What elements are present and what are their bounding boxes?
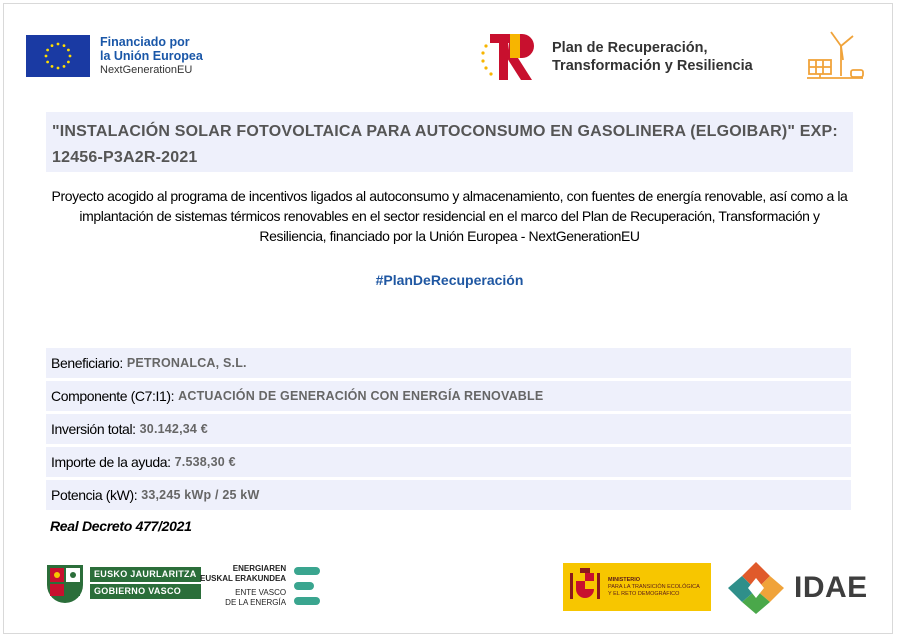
field-row-component <box>46 381 851 411</box>
gv-shield-icon <box>44 562 86 604</box>
gobierno-vasco-logo <box>44 562 201 604</box>
prtr-text-block <box>552 39 753 75</box>
prtr-logo-icon <box>480 32 538 82</box>
field-row-aid <box>46 447 851 477</box>
field-row-investment <box>46 414 851 444</box>
field-value: 7.538,30 € <box>174 455 236 469</box>
project-title: "INSTALACIÓN SOLAR FOTOVOLTAICA PARA AUTOCONSUMO EN GASOLINERA (ELGOIBAR)" EXP: 12456-P3A2R-2021 <box>52 123 838 166</box>
field-value: PETRONALCA, S.L. <box>126 356 247 370</box>
idae-wordmark: IDAE <box>794 571 868 604</box>
eve-line-1: ENERGIAREN <box>232 564 287 573</box>
project-description: Proyecto acogido al programa de incentivos ligados al autoconsumo y almacenamiento, con fuentes de energía renovable, así como a la implantación de sistemas térmicos renovables en el sector residencial en el marco del Plan de Recuperación, Transformación y Resiliencia, financiado por la Unión Europea - NextGenerationEU <box>51 188 848 244</box>
spain-shield-icon <box>568 567 602 607</box>
eve-line-3: ENTE VASCO <box>235 588 287 597</box>
field-label: Beneficiario: <box>51 355 123 371</box>
eu-text-block <box>100 35 203 77</box>
field-row-power <box>46 480 851 510</box>
gv-line-1: EUSKO JAURLARITZA <box>90 567 201 582</box>
field-label: Potencia (kW): <box>51 487 138 503</box>
idae-logo-icon <box>724 560 788 616</box>
eu-logo <box>26 35 203 77</box>
field-label: Inversión total: <box>51 421 136 437</box>
field-label: Importe de la ayuda: <box>51 454 171 470</box>
eve-logo <box>200 564 322 608</box>
idae-logo <box>724 560 868 616</box>
solar-wind-icon <box>805 26 867 84</box>
field-value: 30.142,34 € <box>139 422 208 436</box>
eve-logo-icon <box>292 565 322 607</box>
prtr-line-2: Transformación y Resiliencia <box>552 58 753 74</box>
gv-line-2: GOBIERNO VASCO <box>90 584 201 599</box>
field-value: ACTUACIÓN DE GENERACIÓN CON ENERGÍA RENOVABLE <box>178 389 544 403</box>
ministry-line-3: Y EL RETO DEMOGRÁFICO <box>608 590 680 597</box>
royal-decree: Real Decreto 477/2021 <box>50 518 192 534</box>
prtr-logo <box>480 32 753 82</box>
eve-line-2: EUSKAL ERAKUNDEA <box>200 574 287 583</box>
ministry-logo <box>563 563 711 611</box>
field-row-beneficiary <box>46 348 851 378</box>
project-title-box <box>46 112 853 172</box>
eve-line-4: DE LA ENERGÍA <box>225 598 287 607</box>
hashtag: #PlanDeRecuperación <box>375 272 524 288</box>
ministry-line-1: MINISTERIO <box>608 576 641 583</box>
eu-line-3: NextGenerationEU <box>100 64 193 76</box>
field-label: Componente (C7:I1): <box>51 388 175 404</box>
page-frame <box>3 3 893 634</box>
eu-line-1: Financiado por <box>100 35 190 49</box>
prtr-line-1: Plan de Recuperación, <box>552 40 708 56</box>
eu-flag-icon <box>26 35 90 77</box>
field-value: 33,245 kWp / 25 kW <box>141 488 260 502</box>
ministry-line-2: PARA LA TRANSICIÓN ECOLÓGICA <box>608 583 700 590</box>
eu-line-2: la Unión Europea <box>100 49 203 63</box>
